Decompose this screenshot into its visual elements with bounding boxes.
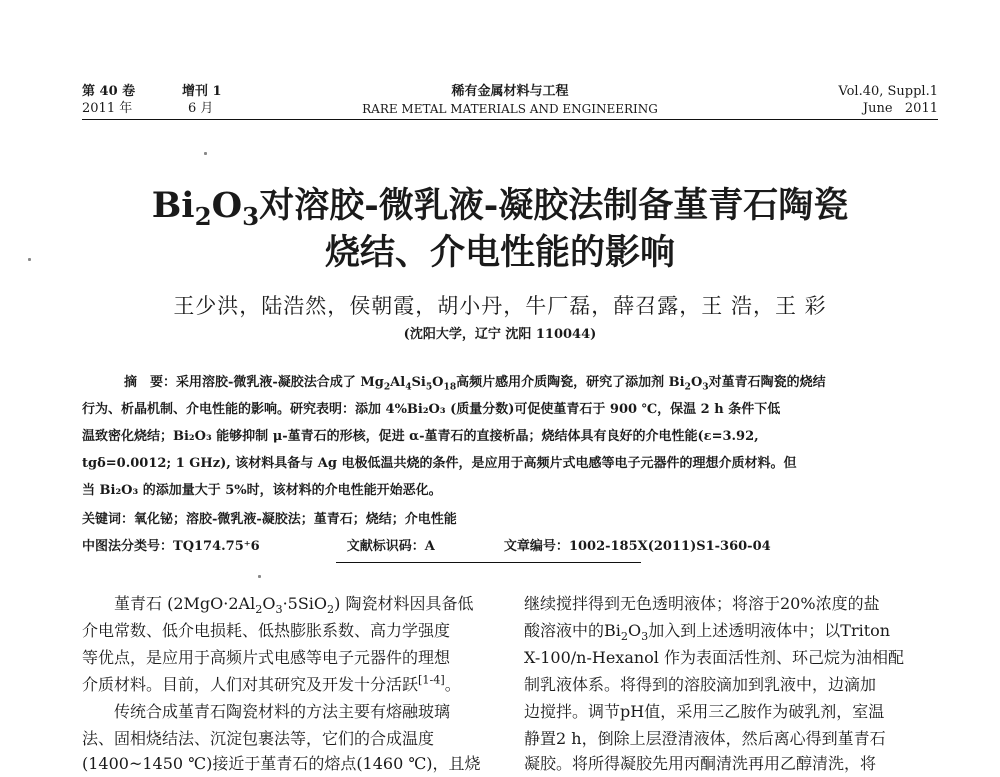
header-rule <box>82 119 938 120</box>
header-volume-en: Vol.40, Suppl.1 <box>838 84 938 99</box>
paper-title-line2: 烧结、介电性能的影响 <box>324 232 675 273</box>
body-right-line: 制乳液体系。将得到的溶胶滴加到乳液中，边滴加 <box>524 675 877 694</box>
abstract-line: 温致密化烧结；Bi₂O₃ 能够抑制 μ-堇青石的形核，促进 α-堇青石的直接析晶；烧结体具有良好的介电性能(ε=3.92, <box>82 429 759 444</box>
header-year: 2011 年 <box>82 101 133 116</box>
classification-row <box>82 538 938 556</box>
body-left-line: 介电常数、低介电损耗、低热膨胀系数、高力学强度 <box>82 621 451 640</box>
body-left-line: 介质材料。目前，人们对其研究及开发十分活跃[1-4]。 <box>82 673 461 694</box>
article-number-label: 文章编号： <box>503 539 569 554</box>
affiliation: (沈阳大学，辽宁 沈阳 110044) <box>403 327 597 342</box>
header-date-en: June 2011 <box>862 101 938 116</box>
clc-value: TQ174.75⁺6 <box>173 539 260 554</box>
body-right-line: 凝胶。将所得凝胶先用丙酮清洗再用乙醇清洗，将 <box>524 754 877 773</box>
header-issue: 增刊 1 <box>182 84 222 99</box>
body-right-line: 静置2 h，倒除上层澄清液体，然后离心得到堇青石 <box>524 729 886 748</box>
scan-speck <box>258 575 261 578</box>
scan-speck <box>204 152 207 155</box>
header-volume: 第 40 卷 <box>82 84 136 99</box>
keywords <box>82 511 938 529</box>
abstract-line: tgδ=0.0012; 1 GHz), 该材料具备与 Ag 电极低温共烧的条件，是应用于高频片式电感等电子元器件的理想介质材料。但 <box>82 456 797 471</box>
author-list: 王少洪，陆浩然，侯朝霞，胡小丹，牛厂磊，薛召露，王 浩，王 彩 <box>173 294 827 318</box>
doc-code-label: 文献标识码： <box>346 539 425 554</box>
abstract-line: 当 Bi₂O₃ 的添加量大于 5%时，该材料的介电性能开始恶化。 <box>82 483 442 498</box>
body-left-line: 法、固相烧结法、沉淀包裹法等，它们的合成温度 <box>82 729 435 748</box>
keywords-label: 关键词： <box>82 512 135 527</box>
body-left-line: (1400~1450 ℃)接近于堇青石的熔点(1460 ℃)，且烧 <box>82 754 481 773</box>
citation-ref: [1-4] <box>418 673 445 687</box>
body-left-line: 传统合成堇青石陶瓷材料的方法主要有熔融玻璃 <box>114 702 451 721</box>
journal-title-en: RARE METAL MATERIALS AND ENGINEERING <box>362 102 658 116</box>
paper-title-line1 <box>0 178 1000 231</box>
abstract-line: 摘 要：采用溶胶-微乳液-凝胶法合成了 $Mg_2Al_4Si_5O_{18}$高频片感用介质陶瓷，研究了添加剂 $Bi_2O_3$对堇青石陶瓷的烧结 <box>124 375 826 393</box>
journal-title-cn: 稀有金属材料与工程 <box>451 84 569 99</box>
header-month: 6 月 <box>188 101 214 116</box>
title-formula: $Bi_2O_3$ <box>151 185 260 231</box>
body-right-line: 酸溶液中的$Bi_2O_3$加入到上述透明液体中；以Triton <box>524 621 891 644</box>
body-right-line: 边搅拌。调节pH值，采用三乙胺作为破乳剂，室温 <box>524 702 885 721</box>
clc-label: 中图法分类号： <box>82 539 174 554</box>
abstract-label: 摘 要： <box>124 375 177 390</box>
doc-code-value: A <box>424 539 435 554</box>
body-right-line: 继续搅拌得到无色透明液体；将溶于20%浓度的盐 <box>524 594 880 613</box>
title-line1-text: 对溶胶-微乳液-凝胶法制备堇青石陶瓷 <box>259 185 849 226</box>
abstract-line: 行为、析晶机制、介电性能的影响。研究表明：添加 4%Bi₂O₃ (质量分数)可促使堇青石于 900 ℃，保温 2 h 条件下低 <box>82 402 781 417</box>
body-left-line: 堇青石 $(2MgO\cdot 2Al_2O_3\cdot 5SiO_2)$ 陶瓷材料因具备低 <box>114 594 474 617</box>
body-left-line: 等优点，是应用于高频片式电感等电子元器件的理想 <box>82 648 451 667</box>
abstract-end-rule <box>336 562 641 563</box>
article-number-value: 1002-185X(2011)S1-360-04 <box>568 539 771 554</box>
keywords-text: 氧化铋；溶胶-微乳液-凝胶法；堇青石；烧结；介电性能 <box>134 512 457 527</box>
body-right-line: X-100/n-Hexanol 作为表面活性剂、环己烷为油相配 <box>524 648 904 667</box>
